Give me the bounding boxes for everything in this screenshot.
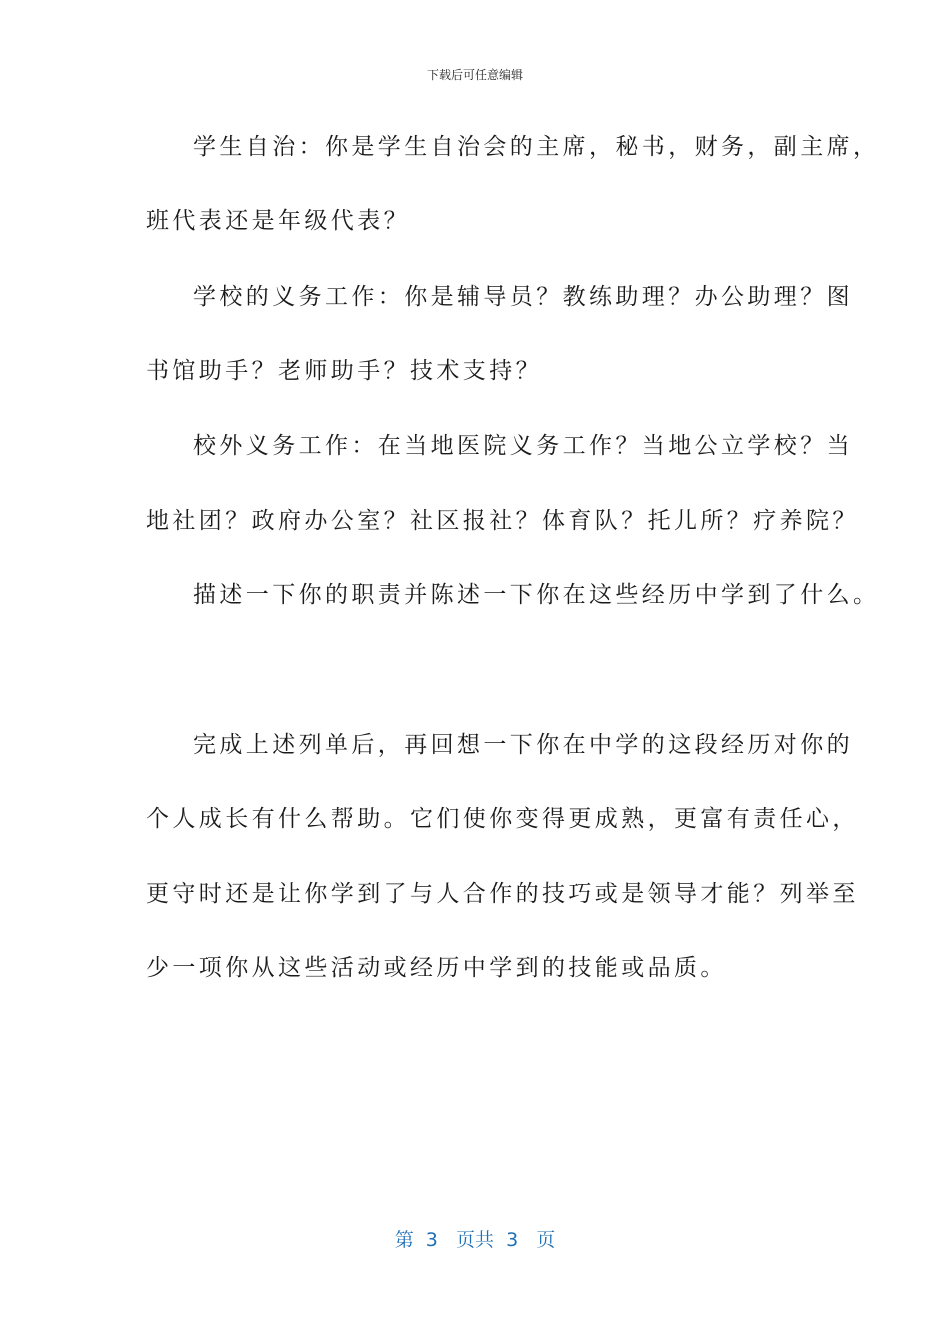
paragraph-line: 地社团？政府办公室？社区报社？体育队？托儿所？疗养院？ — [146, 508, 859, 534]
paragraph-line: 描述一下你的职责并陈述一下你在这些经历中学到了什么。 — [193, 582, 880, 608]
paragraph-line: 学生自治：你是学生自治会的主席，秘书，财务，副主席， — [193, 134, 880, 160]
paragraph-line: 校外义务工作：在当地医院义务工作？当地公立学校？当 — [193, 433, 853, 459]
paragraph-line: 更守时还是让你学到了与人合作的技巧或是领导才能？列举至 — [146, 881, 859, 907]
paragraph-line: 个人成长有什么帮助。它们使你变得更成熟，更富有责任心， — [146, 806, 859, 832]
paragraph-line: 完成上述列单后，再回想一下你在中学的这段经历对你的 — [193, 732, 853, 758]
paragraph-line: 班代表还是年级代表？ — [146, 208, 410, 234]
paragraph-line: 书馆助手？老师助手？技术支持？ — [146, 358, 542, 384]
page-footer: 第 3 页共 3 页 — [394, 1229, 556, 1251]
page-header: 下载后可任意编辑 — [426, 68, 523, 82]
paragraph-line: 少一项你从这些活动或经历中学到的技能或品质。 — [146, 955, 727, 981]
paragraph-line: 学校的义务工作：你是辅导员？教练助理？办公助理？图 — [193, 284, 853, 310]
